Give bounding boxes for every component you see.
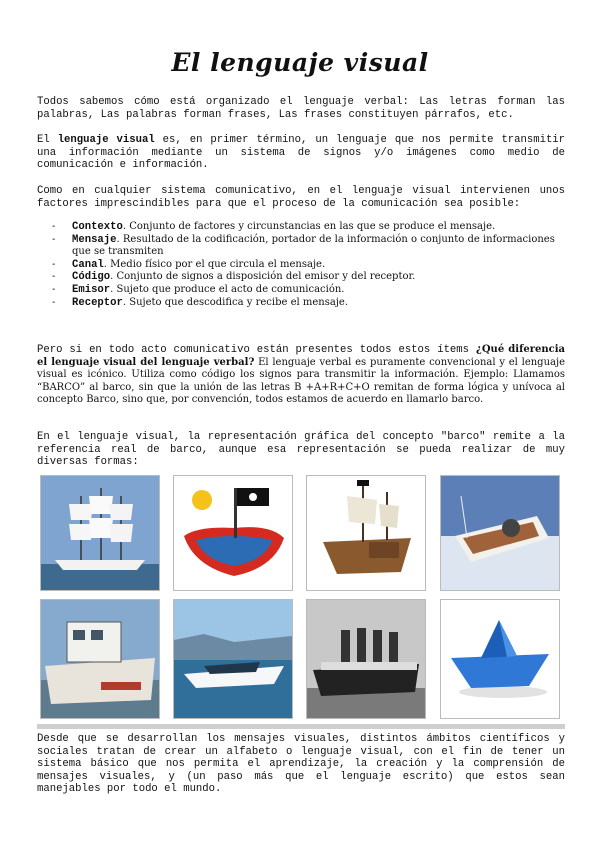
factor-term: Canal bbox=[72, 258, 104, 271]
intro-paragraph: Todos sabemos cómo está organizado el lenguaje verbal: Las letras forman las palabras, Las palabras forman frases, Las frases constituyen párrafos, etc. bbox=[37, 96, 565, 121]
factor-text: . Conjunto de factores y circunstancias en las que se produce el mensaje. bbox=[122, 221, 496, 232]
factor-text: . Medio físico por el que circula el mensaje. bbox=[103, 258, 326, 270]
boat-image-grid bbox=[40, 475, 562, 725]
question-answer: El lenguaje verbal es puramente convencional y el lenguaje visual es icónico. Utiliza como código los signos para transmitir la información. Ejemplo: Llamamos “BARCO” al barco, sin que la unión de las letras B +A+R+C+O remitan de forma lógica y unívoca al concepto Barco, sino que, por convención, todos estamos de acuerdo en llamarlo barco. bbox=[37, 356, 565, 406]
yacht-image bbox=[174, 600, 292, 718]
list-item bbox=[52, 259, 567, 272]
list-item bbox=[52, 221, 567, 234]
factor-text: . Sujeto que descodifica y recibe el mensaje. bbox=[122, 296, 349, 308]
question-text: ¿Qué diferencia el lenguaje visual del lenguaje verbal? bbox=[37, 344, 565, 368]
definition-paragraph bbox=[37, 134, 565, 172]
page-title: El lenguaje visual bbox=[171, 48, 429, 77]
photo-cardboard-boat bbox=[440, 475, 560, 591]
cardboard-boat-image bbox=[441, 476, 559, 590]
closing-paragraph: Desde que se desarrollan los mensajes visuales, distintos ámbitos científicos y sociales tratan de crear un alfabeto o lenguaje visual, con el fin de tener un sistema básico que nos permita el aprendizaje, la creación y la comprensión de mensajes visuales, y (un paso más que el lenguaje escrito) que estos sean manejables por todo el mundo. bbox=[37, 733, 565, 796]
list-item bbox=[52, 284, 567, 297]
photo-steamship-bw bbox=[306, 599, 426, 719]
pirate-ship-image bbox=[307, 476, 425, 590]
photo-yacht bbox=[173, 599, 293, 719]
factor-text: . Resultado de la codificación, portador de la información o conjunto de informaciones que se transmiten bbox=[72, 233, 555, 258]
photo-sailing-ship bbox=[40, 475, 160, 591]
sailing-ship-image bbox=[41, 476, 159, 590]
section-divider bbox=[37, 724, 565, 729]
factor-term: Mensaje bbox=[72, 233, 117, 246]
list-item bbox=[52, 297, 567, 310]
definition-text-start: El bbox=[37, 134, 58, 146]
factor-term: Contexto bbox=[72, 221, 123, 233]
factor-text: . Conjunto de signos a disposición del emisor y del receptor. bbox=[110, 271, 416, 283]
photo-paper-boat bbox=[440, 599, 560, 719]
list-item bbox=[52, 234, 567, 259]
steamship-image bbox=[307, 600, 425, 718]
photo-inflatable-pirate-boat bbox=[173, 475, 293, 591]
question-paragraph bbox=[37, 344, 565, 407]
definition-text-rest: es, en primer término, un lenguaje que nos permite transmitir una información mediante un sistema de signos y/o imágenes como medio de comunicación e información. bbox=[37, 134, 566, 172]
factor-term: Código bbox=[72, 271, 111, 284]
factors-intro-paragraph: Como en cualquier sistema comunicativo, en el lenguaje visual intervienen unos factores imprescindibles para que el proceso de la comunicación sea posible: bbox=[37, 185, 565, 210]
factor-term: Emisor bbox=[72, 283, 111, 296]
factors-list bbox=[52, 221, 567, 309]
definition-term: lenguaje visual bbox=[57, 134, 155, 146]
fishing-boat-image bbox=[41, 600, 159, 718]
question-lead: Pero si en todo acto comunicativo están presentes todos estos ítems bbox=[37, 344, 476, 356]
photo-toy-pirate-ship bbox=[306, 475, 426, 591]
representation-paragraph: En el lenguaje visual, la representación gráfica del concepto "barco" remite a la referencia real de barco, aunque esa representación se pueda realizar de muy diversas formas: bbox=[37, 431, 565, 469]
factor-term: Receptor bbox=[72, 296, 123, 309]
factor-text: . Sujeto que produce el acto de comunicación. bbox=[110, 283, 345, 295]
inflatable-boat-image bbox=[174, 476, 292, 590]
photo-fishing-boat bbox=[40, 599, 160, 719]
list-item bbox=[52, 271, 567, 284]
paper-boat-image bbox=[441, 600, 559, 718]
